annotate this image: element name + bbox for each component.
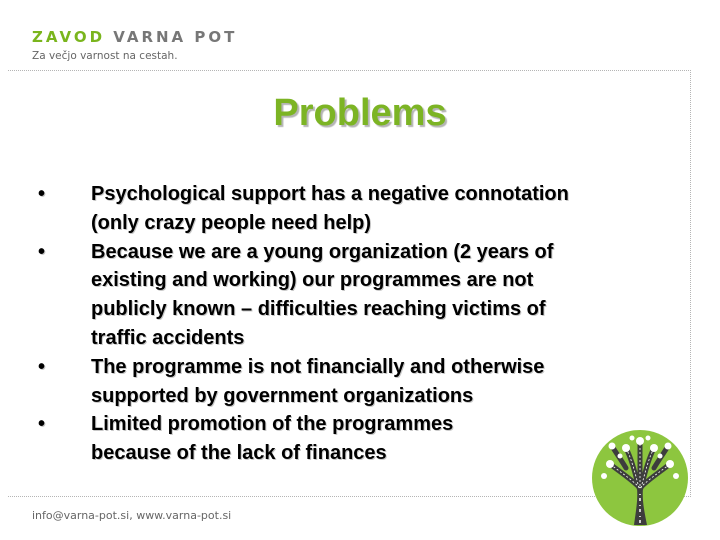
brand-tagline: Za večjo varnost na cestah. (32, 50, 178, 62)
bullet-marker: • (38, 183, 46, 205)
bullet-item (38, 180, 678, 238)
bullet-marker: • (38, 413, 46, 436)
bullet-line: because of the lack of finances (91, 442, 387, 465)
bullet-line: publicly known – difficulties reaching victims of (91, 298, 546, 321)
bullet-line: (only crazy people need help) (91, 211, 372, 234)
bullet-line: The programme is not financially and otherwise (91, 355, 545, 378)
footer-contact: info@varna-pot.si, www.varna-pot.si (32, 509, 232, 522)
brand-name (32, 28, 237, 46)
bullet-line: Psychological support has a negative connotation (91, 183, 569, 205)
brand-name-part2: VARNA POT (113, 28, 238, 46)
brand-name-part1: ZAVOD (32, 28, 114, 46)
tree-road-logo-icon (590, 428, 690, 528)
bullet-marker: • (38, 240, 46, 263)
bullet-line: supported by government organizations (91, 384, 474, 407)
bullet-line: Limited promotion of the programmes (91, 413, 454, 436)
bullet-item (38, 410, 678, 468)
bullet-item (38, 353, 678, 411)
slide-title: Problems (273, 92, 447, 134)
bullet-line: existing and working) our programmes are not (91, 269, 534, 292)
bullet-marker: • (38, 355, 46, 378)
bullet-line: traffic accidents (91, 326, 245, 349)
bullet-list (38, 180, 678, 468)
bullet-item (38, 238, 678, 353)
bullet-line: Because we are a young organization (2 years of (91, 240, 554, 263)
